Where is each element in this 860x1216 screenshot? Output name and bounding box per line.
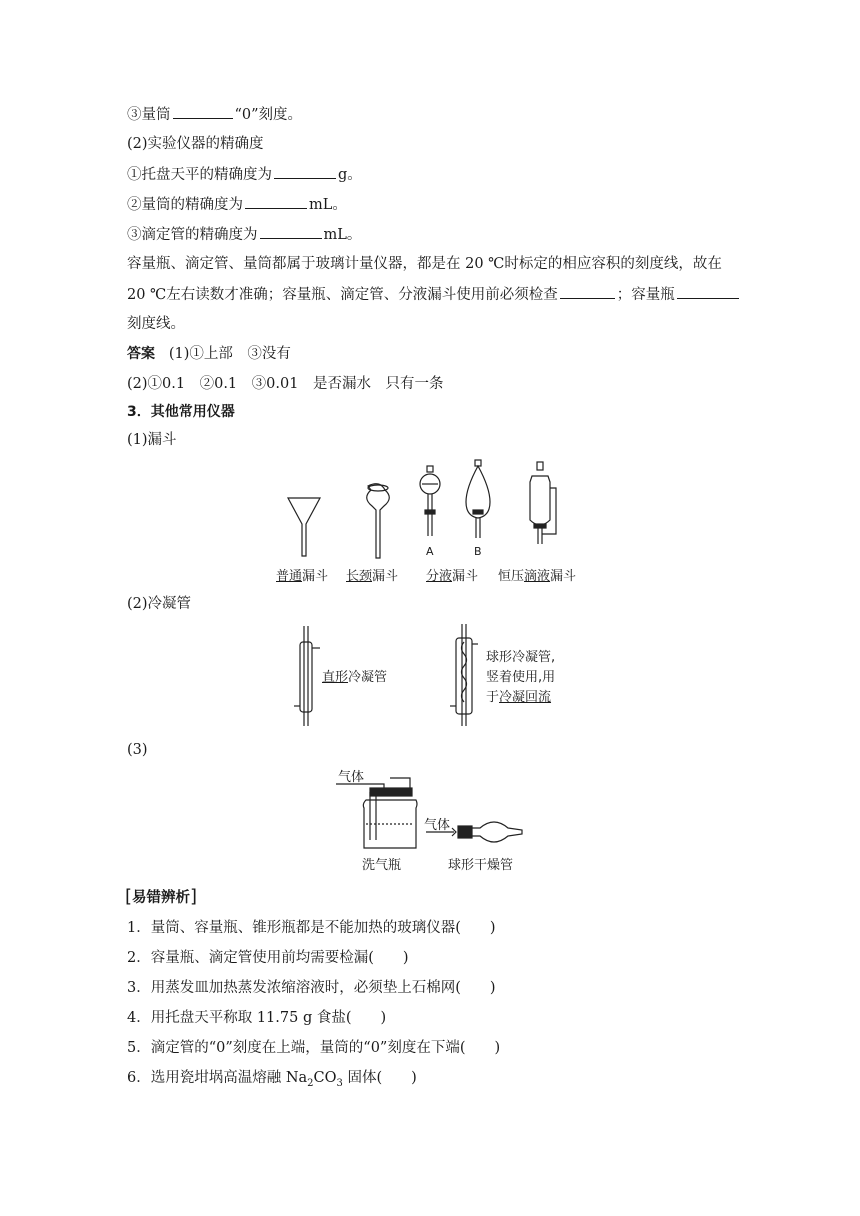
line-measuring-cylinder-zero: ③量筒 “0”刻度。	[127, 104, 302, 125]
long-neck-funnel-icon	[367, 484, 390, 558]
separatory-funnel-b-icon	[466, 460, 490, 538]
condensers-figure	[290, 622, 590, 732]
line-cylinder-precision: ②量筒的精确度为 mL。	[127, 194, 347, 215]
blank	[260, 224, 322, 239]
paragraph-line-3: 刻度线。	[127, 316, 185, 332]
caption-gas-washing-bottle: 洗气瓶	[362, 858, 402, 873]
caption-bulb-condenser: 球形冷凝管, 竖着使用,用 于冷凝回流	[486, 650, 556, 705]
list-item: 6．选用瓷坩埚高温熔融 $Na_2CO_3$ 固体( )	[127, 1070, 417, 1089]
subheading-funnel: (1)漏斗	[127, 432, 177, 448]
gas-figure	[330, 764, 530, 874]
list-item: 4．用托盘天平称取 11.75 g 食盐( )	[127, 1010, 387, 1026]
caption-straight-condenser: 直形冷凝管	[322, 670, 388, 685]
list-item: 1．量筒、容量瓶、锥形瓶都是不能加热的玻璃仪器( )	[127, 920, 496, 936]
answer-line-2: (2)①0.1 ②0.1 ③0.01 是否漏水 只有一条	[127, 376, 444, 392]
pressure-dropping-funnel-icon	[530, 462, 556, 544]
gas-label-2: 气体	[424, 818, 451, 833]
gas-washing-bottle-icon	[336, 778, 417, 848]
gas-label-1: 气体	[338, 770, 365, 785]
funnels-figure	[270, 458, 600, 588]
caption-separatory-funnel: 分液漏斗	[426, 569, 479, 584]
label-a: A	[426, 545, 434, 558]
list-item: 5．滴定管的“0”刻度在上端，量筒的“0”刻度在下端( )	[127, 1040, 501, 1056]
subheading-3: (3)	[127, 742, 148, 758]
caption-ordinary-funnel: 普通漏斗	[276, 569, 329, 584]
list-item: 3．用蒸发皿加热蒸发浓缩溶液时，必须垫上石棉网( )	[127, 980, 496, 996]
list-item: 2．容量瓶、滴定管使用前均需要检漏( )	[127, 950, 409, 966]
answer-line-1: 答案 (1)①上部 ③没有	[127, 346, 291, 362]
caption-long-neck-funnel: 长颈漏斗	[346, 569, 399, 584]
line-balance-precision: ①托盘天平的精确度为 g。	[127, 164, 362, 185]
ordinary-funnel-icon	[288, 498, 320, 556]
caption-drying-tube: 球形干燥管	[448, 858, 514, 873]
blank	[560, 284, 615, 299]
straight-condenser-icon	[294, 626, 320, 726]
blank	[173, 104, 233, 119]
paragraph-line-2: 20 ℃左右读数才准确；容量瓶、滴定管、分液漏斗使用前必须检查 ；容量瓶	[127, 284, 741, 305]
bulb-condenser-icon	[450, 624, 478, 726]
paragraph-line-1: 容量瓶、滴定管、量筒都属于玻璃计量仪器，都是在 20 ℃时标定的相应容积的刻度线，故在	[127, 256, 722, 272]
blank	[245, 194, 307, 209]
separatory-funnel-a-icon	[420, 466, 440, 536]
blank	[677, 284, 739, 299]
section-tag-common-errors: [易错辨析]	[125, 886, 198, 907]
section-other-instruments: 3．其他常用仪器	[127, 404, 235, 420]
line-burette-precision: ③滴定管的精确度为 mL。	[127, 224, 361, 245]
answer-label: 答案	[127, 346, 155, 362]
caption-dropping-funnel: 恒压滴液漏斗	[498, 569, 577, 584]
label-b: B	[474, 545, 482, 558]
subheading-condenser: (2)冷凝管	[127, 596, 192, 612]
blank	[274, 164, 336, 179]
subheading-precision: (2)实验仪器的精确度	[127, 136, 264, 152]
